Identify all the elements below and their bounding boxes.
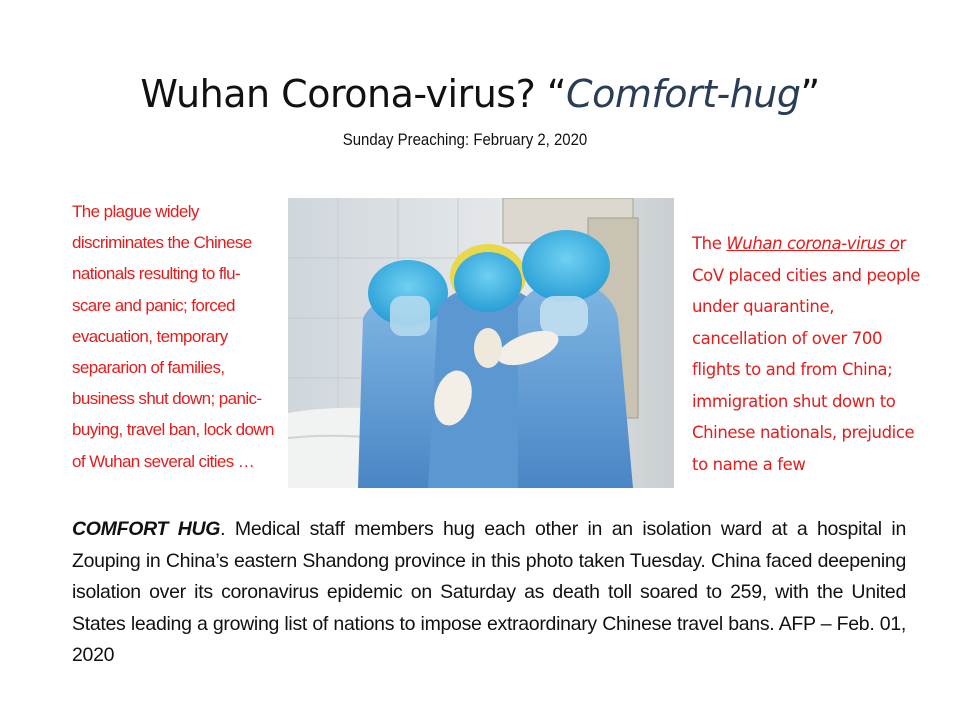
medical-staff-hug-photo	[288, 198, 674, 488]
right-text-link-tail: r	[899, 234, 906, 253]
right-text-prefix: The	[692, 234, 727, 253]
caption-lead: COMFORT HUG	[72, 518, 221, 540]
slide-title	[0, 72, 960, 116]
left-red-text: The plague widely discriminates the Chinese nationals resulting to flu-scare and panic; forced evacuation, temporary separarion of families, business shut down; panic-buying, travel ban, lock down of Wuhan several cities …	[72, 202, 274, 471]
right-red-text	[692, 228, 932, 480]
slide-subtitle: Sunday Preaching: February 2, 2020	[342, 130, 588, 149]
title-main: Wuhan Corona-virus? “	[140, 72, 567, 116]
caption-body: . Medical staff members hug each other in an isolation ward at a hospital in Zouping in China’s eastern Shandong province in this photo taken Tuesday. China faced deepening isolation over its coronavirus epidemic on Saturday as death toll soared to 259, with the United States leading a growing list of nations to impose extraordinary Chinese travel bans. AFP – Feb. 01, 2020	[72, 518, 906, 666]
wuhan-corona-virus-link[interactable]: Wuhan corona-virus o	[726, 234, 900, 253]
right-text-body: CoV placed cities and people under quarantine, cancellation of over 700 flights to and from China; immigration shut down to Chinese nationals, prejudice to name a few	[692, 265, 920, 474]
title-end: ”	[800, 72, 820, 116]
title-emphasis: Comfort-hug	[566, 72, 801, 116]
photo-caption	[72, 514, 906, 672]
